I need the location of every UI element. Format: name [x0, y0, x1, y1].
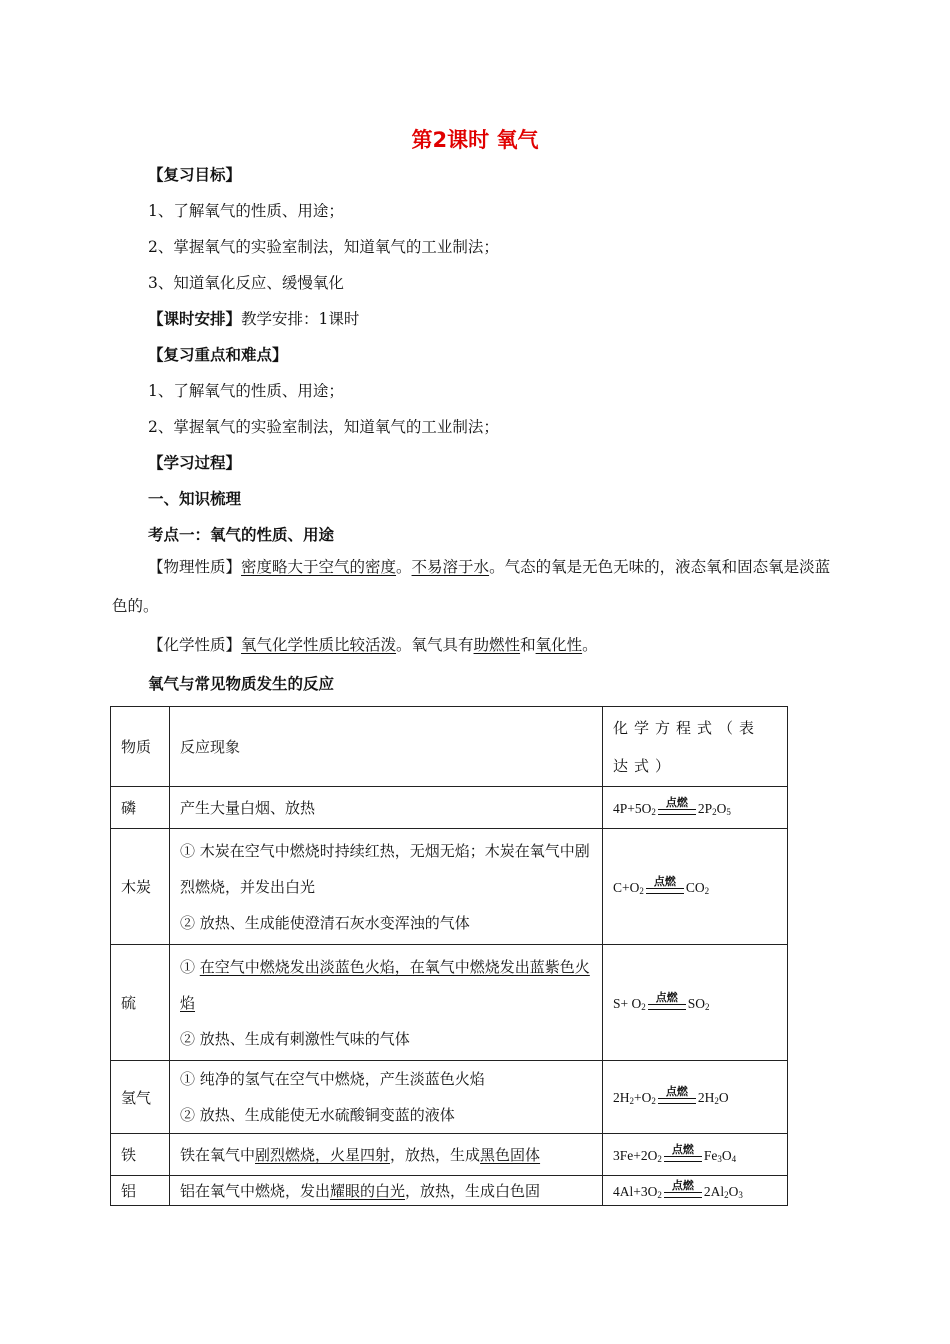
chemical-label: 【化学性质】 — [148, 636, 242, 654]
phenomena-line: ② 放热、生成能使无水硫酸铜变蓝的液体 — [180, 1106, 455, 1124]
condition-mark: 点燃 — [658, 1086, 696, 1104]
schedule-line — [148, 307, 359, 329]
goal-item: 1、了解氧气的性质、用途； — [148, 202, 344, 220]
table-row — [111, 787, 788, 829]
schedule-label: 【课时安排】 — [148, 310, 242, 328]
row-phenomena — [170, 945, 603, 1061]
row-substance: 木炭 — [111, 829, 170, 945]
header-equation: 化学方程式（表达式） — [603, 707, 788, 787]
row-phenomena — [170, 829, 603, 945]
row-phenomena: 铝在氧气中燃烧，发出耀眼的白光，放热，生成白色固 — [170, 1176, 603, 1206]
condition-mark: 点燃 — [664, 1144, 702, 1162]
table-header-row — [111, 707, 788, 787]
table-row — [111, 1061, 788, 1134]
table-row — [111, 1134, 788, 1176]
chemical-t1: 。氧气具有 — [396, 636, 474, 654]
phenomena-underlined: 在空气中燃烧发出淡蓝色火焰，在氧气中燃烧发出蓝紫色火焰 — [180, 957, 590, 1012]
physical-properties — [112, 548, 842, 626]
row-equation: 4P+5O $_2$ 点燃 2P $_2$ O $_5$ — [603, 787, 788, 829]
goal-item: 3、知道氧化反应、缓慢氧化 — [148, 274, 344, 292]
point-heading: 考点一：氧气的性质、用途 — [148, 526, 335, 544]
table-row — [111, 945, 788, 1061]
row-equation: 2H $_2$ +O $_2$ 点燃 2H $_2$ O — [603, 1061, 788, 1134]
chemical-u3: 氧化性 — [535, 636, 583, 654]
condition-mark: 点燃 — [648, 992, 686, 1010]
focus-item: 2、掌握氧气的实验室制法，知道氧气的工业制法； — [148, 418, 499, 436]
phenomena-line: ② 放热、生成能使澄清石灰水变浑浊的气体 — [180, 913, 470, 932]
row-phenomena: 产生大量白烟、放热 — [170, 787, 603, 829]
physical-t2: 。气态的氧是无色无味的，液态氧和固态氧是淡蓝色的。 — [112, 558, 831, 615]
phenomena-line: ① 木炭在空气中燃烧时持续红热，无烟无焰；木炭在氧气中剧烈燃烧，并发出白光 — [180, 841, 590, 896]
process-heading: 【学习过程】 — [148, 454, 242, 472]
focus-item: 1、了解氧气的性质、用途； — [148, 382, 344, 400]
chemical-u1: 氧气化学性质比较活泼 — [241, 636, 397, 654]
reaction-table — [110, 706, 788, 1206]
physical-t1: 。 — [396, 558, 412, 576]
physical-u1: 密度略大于空气的密度 — [241, 558, 397, 576]
row-equation: C+O $_2$ 点燃 CO $_2$ — [603, 829, 788, 945]
row-phenomena: 铁在氧气中剧烈燃烧，火星四射，放热，生成黑色固体 — [170, 1134, 603, 1176]
chemical-t2: 和 — [520, 636, 536, 654]
page-title: 第2课时 氧气 — [411, 128, 539, 152]
header-phenomena: 反应现象 — [170, 707, 603, 787]
header-substance: 物质 — [111, 707, 170, 787]
condition-mark: 点燃 — [664, 1180, 702, 1198]
condition-mark: 点燃 — [658, 797, 696, 815]
table-caption: 氧气与常见物质发生的反应 — [148, 675, 335, 693]
row-substance: 硫 — [111, 945, 170, 1061]
table-row — [111, 1176, 788, 1206]
chemical-properties — [112, 626, 842, 665]
chemical-u2: 助燃性 — [473, 636, 521, 654]
goals-heading: 【复习目标】 — [148, 166, 242, 184]
physical-label: 【物理性质】 — [148, 558, 242, 576]
goal-item: 2、掌握氧气的实验室制法，知道氧气的工业制法； — [148, 238, 499, 256]
table-row — [111, 829, 788, 945]
row-substance: 氢气 — [111, 1061, 170, 1134]
schedule-text: 教学安排：1课时 — [241, 310, 360, 328]
condition-mark: 点燃 — [646, 876, 684, 894]
row-substance: 铝 — [111, 1176, 170, 1206]
row-equation: 4Al+3O $_2$ 点燃 2Al $_2$ O $_3$ — [603, 1176, 788, 1206]
row-phenomena — [170, 1061, 603, 1134]
physical-u2: 不易溶于水 — [411, 558, 490, 576]
phenomena-line: ② 放热、生成有刺激性气味的气体 — [180, 1029, 410, 1048]
focus-heading: 【复习重点和难点】 — [148, 346, 288, 364]
row-equation: 3Fe+2O $_2$ 点燃 Fe $_3$ O $_4$ — [603, 1134, 788, 1176]
phenomena-line: ① 在空气中燃烧发出淡蓝色火焰，在氧气中燃烧发出蓝紫色火焰 — [180, 957, 590, 1012]
row-equation: S+ O $_2$ 点燃 SO $_2$ — [603, 945, 788, 1061]
row-substance: 磷 — [111, 787, 170, 829]
phenomena-line: ① 纯净的氢气在空气中燃烧，产生淡蓝色火焰 — [180, 1070, 485, 1088]
row-substance: 铁 — [111, 1134, 170, 1176]
chemical-t3: 。 — [582, 636, 598, 654]
section-heading: 一、知识梳理 — [148, 490, 242, 508]
